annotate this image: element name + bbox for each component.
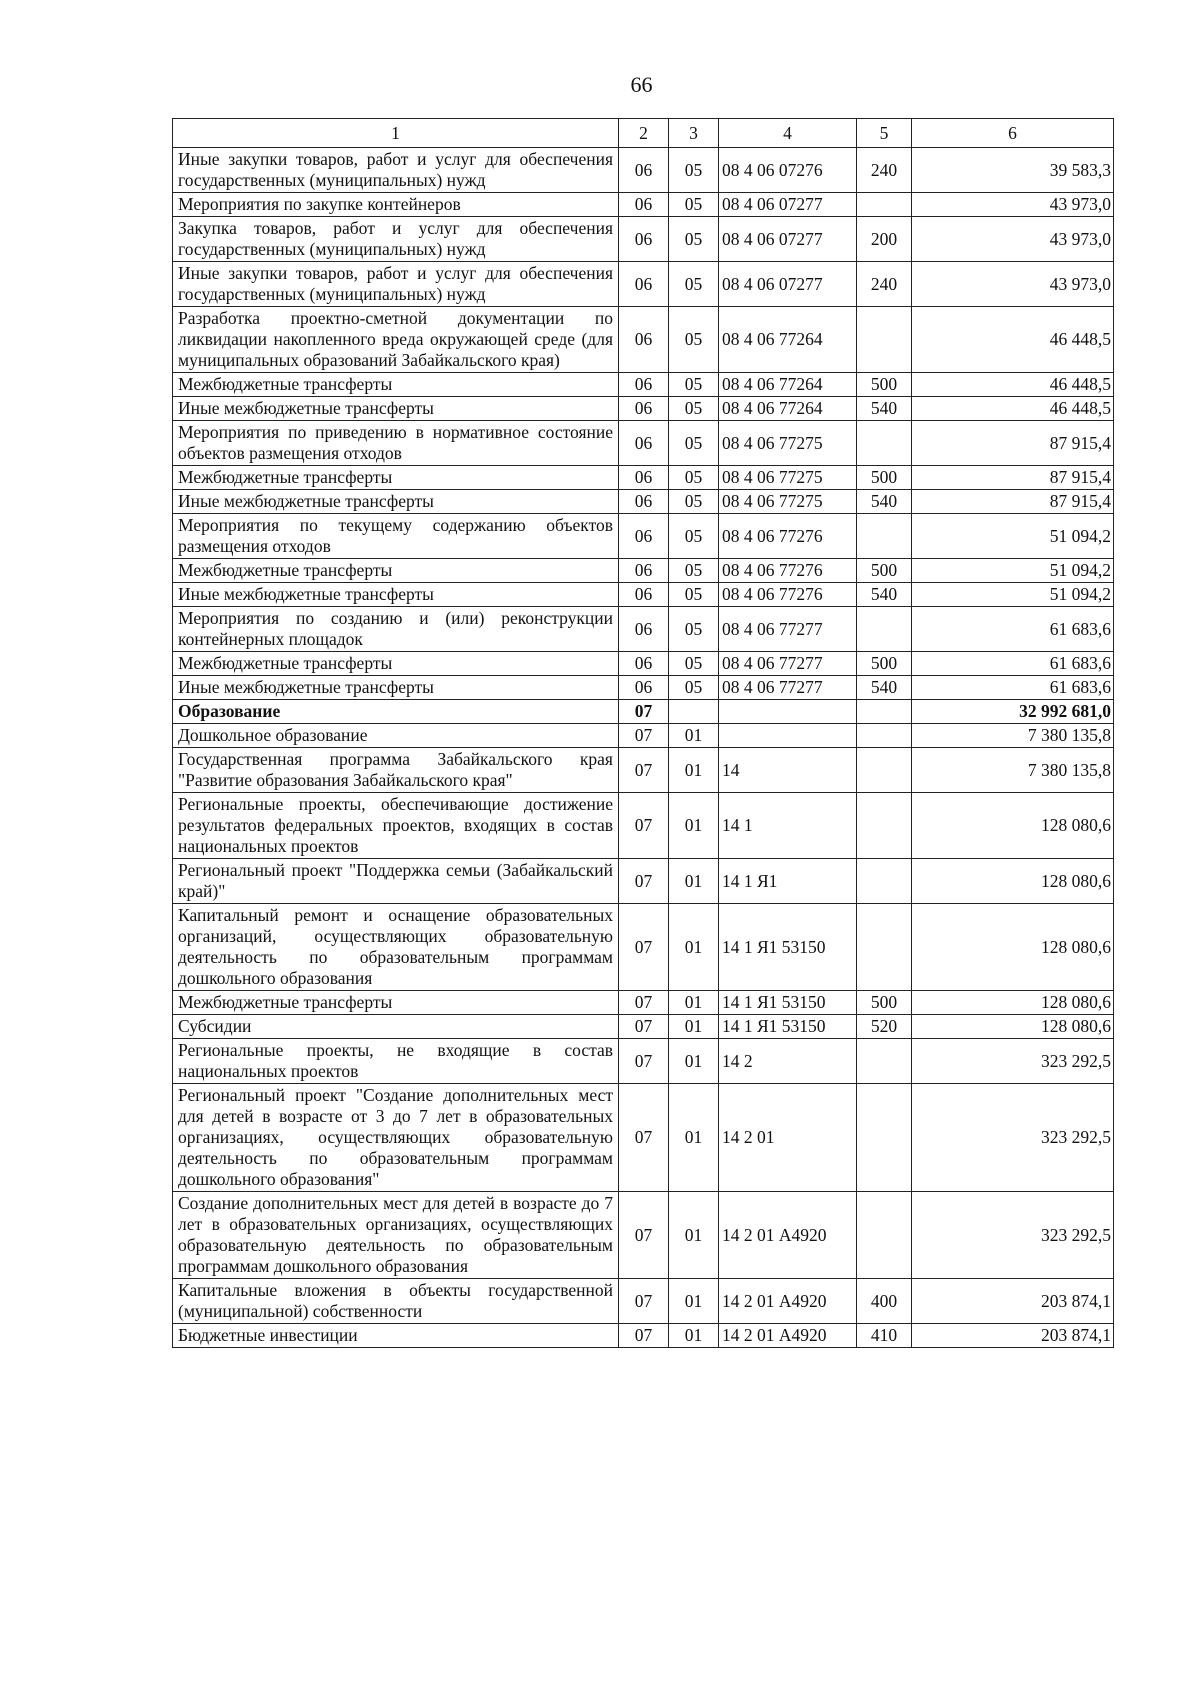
row-target-code: 08 4 06 07277	[719, 262, 857, 307]
row-name: Капитальный ремонт и оснащение образовательных организаций, осуществляющих образовательную деятельность по образовательным программам дошкольного образования	[173, 904, 619, 991]
row-expense-type: 240	[857, 262, 912, 307]
row-section: 06	[619, 373, 669, 397]
row-expense-type: 500	[857, 991, 912, 1015]
row-section: 06	[619, 583, 669, 607]
row-name: Субсидии	[173, 1015, 619, 1039]
row-name: Иные закупки товаров, работ и услуг для обеспечения государственных (муниципальных) нужд	[173, 262, 619, 307]
row-subsection: 01	[669, 991, 719, 1015]
row-name: Межбюджетные трансферты	[173, 559, 619, 583]
row-target-code: 14 2 01 А4920	[719, 1279, 857, 1324]
row-section: 06	[619, 607, 669, 652]
table-row	[173, 583, 1114, 607]
row-subsection: 05	[669, 514, 719, 559]
row-subsection: 05	[669, 373, 719, 397]
row-section: 06	[619, 262, 669, 307]
table-row	[173, 514, 1114, 559]
table-row	[173, 748, 1114, 793]
row-subsection: 05	[669, 652, 719, 676]
row-amount: 128 080,6	[912, 991, 1114, 1015]
row-expense-type	[857, 514, 912, 559]
row-target-code: 08 4 06 77275	[719, 490, 857, 514]
row-amount: 87 915,4	[912, 421, 1114, 466]
row-expense-type	[857, 307, 912, 373]
row-amount: 128 080,6	[912, 859, 1114, 904]
table-row	[173, 1192, 1114, 1279]
table-row	[173, 1015, 1114, 1039]
row-amount: 43 973,0	[912, 262, 1114, 307]
page-number: 66	[630, 72, 653, 97]
row-name: Мероприятия по созданию и (или) реконструкции контейнерных площадок	[173, 607, 619, 652]
row-section: 07	[619, 700, 669, 724]
row-name: Капитальные вложения в объекты государственной (муниципальной) собственности	[173, 1279, 619, 1324]
row-expense-type	[857, 748, 912, 793]
row-name: Региональные проекты, не входящие в состав национальных проектов	[173, 1039, 619, 1084]
row-name: Создание дополнительных мест для детей в возрасте до 7 лет в образовательных организациях, осуществляющих образовательную деятельность по образовательным программам дошкольного образования	[173, 1192, 619, 1279]
row-target-code: 14 2 01 А4920	[719, 1192, 857, 1279]
row-name: Иные межбюджетные трансферты	[173, 676, 619, 700]
row-name: Иные закупки товаров, работ и услуг для обеспечения государственных (муниципальных) нужд	[173, 148, 619, 193]
row-section: 07	[619, 724, 669, 748]
row-name: Региональные проекты, обеспечивающие достижение результатов федеральных проектов, входящих в состав национальных проектов	[173, 793, 619, 859]
row-section: 06	[619, 490, 669, 514]
row-section: 06	[619, 676, 669, 700]
row-subsection: 05	[669, 466, 719, 490]
table-row	[173, 307, 1114, 373]
row-expense-type	[857, 904, 912, 991]
row-subsection: 05	[669, 676, 719, 700]
row-expense-type	[857, 859, 912, 904]
header-col-6: 6	[912, 119, 1114, 148]
row-expense-type	[857, 1039, 912, 1084]
row-expense-type	[857, 607, 912, 652]
row-amount: 51 094,2	[912, 514, 1114, 559]
header-row	[173, 119, 1114, 148]
row-subsection	[669, 700, 719, 724]
row-subsection: 01	[669, 1039, 719, 1084]
table-row	[173, 373, 1114, 397]
row-expense-type: 540	[857, 583, 912, 607]
row-name: Закупка товаров, работ и услуг для обеспечения государственных (муниципальных) нужд	[173, 217, 619, 262]
table-row	[173, 904, 1114, 991]
row-expense-type	[857, 421, 912, 466]
row-section: 07	[619, 1015, 669, 1039]
row-expense-type: 540	[857, 397, 912, 421]
row-subsection: 05	[669, 490, 719, 514]
table-row	[173, 652, 1114, 676]
table-row	[173, 397, 1114, 421]
header-col-3: 3	[669, 119, 719, 148]
table-row	[173, 1039, 1114, 1084]
row-subsection: 01	[669, 1192, 719, 1279]
row-name: Межбюджетные трансферты	[173, 652, 619, 676]
row-amount: 32 992 681,0	[912, 700, 1114, 724]
row-expense-type: 500	[857, 373, 912, 397]
row-expense-type: 500	[857, 466, 912, 490]
table-row	[173, 193, 1114, 217]
row-expense-type: 520	[857, 1015, 912, 1039]
row-name: Дошкольное образование	[173, 724, 619, 748]
row-target-code: 14 1 Я1	[719, 859, 857, 904]
row-section: 07	[619, 1324, 669, 1348]
header-col-5: 5	[857, 119, 912, 148]
row-expense-type	[857, 193, 912, 217]
row-expense-type	[857, 1192, 912, 1279]
table-row	[173, 1084, 1114, 1192]
row-name: Разработка проектно-сметной документации по ликвидации накопленного вреда окружающей среде (для муниципальных образований Забайкальского края)	[173, 307, 619, 373]
row-amount: 323 292,5	[912, 1192, 1114, 1279]
row-subsection: 05	[669, 193, 719, 217]
row-amount: 128 080,6	[912, 904, 1114, 991]
row-name: Мероприятия по закупке контейнеров	[173, 193, 619, 217]
row-target-code: 08 4 06 07276	[719, 148, 857, 193]
row-subsection: 01	[669, 793, 719, 859]
row-section: 07	[619, 859, 669, 904]
row-subsection: 01	[669, 859, 719, 904]
row-name: Региональный проект "Создание дополнительных мест для детей в возрасте от 3 до 7 лет в образовательных организациях, осуществляющих образовательную деятельность по образовательным программам дошкольного образования"	[173, 1084, 619, 1192]
row-subsection: 05	[669, 217, 719, 262]
row-expense-type: 410	[857, 1324, 912, 1348]
row-target-code: 08 4 06 77264	[719, 307, 857, 373]
row-expense-type: 240	[857, 148, 912, 193]
row-target-code: 14 2 01	[719, 1084, 857, 1192]
row-expense-type: 400	[857, 1279, 912, 1324]
row-name: Мероприятия по текущему содержанию объектов размещения отходов	[173, 514, 619, 559]
row-target-code: 08 4 06 77277	[719, 607, 857, 652]
row-target-code: 08 4 06 77275	[719, 466, 857, 490]
row-expense-type	[857, 1084, 912, 1192]
row-section: 06	[619, 466, 669, 490]
row-name: Иные межбюджетные трансферты	[173, 583, 619, 607]
row-amount: 61 683,6	[912, 607, 1114, 652]
row-subsection: 05	[669, 583, 719, 607]
table-row	[173, 1279, 1114, 1324]
row-target-code: 08 4 06 77276	[719, 559, 857, 583]
header-col-2: 2	[619, 119, 669, 148]
row-target-code: 08 4 06 77277	[719, 652, 857, 676]
row-target-code: 08 4 06 77276	[719, 583, 857, 607]
row-subsection: 01	[669, 1279, 719, 1324]
row-amount: 7 380 135,8	[912, 724, 1114, 748]
table-row	[173, 793, 1114, 859]
row-amount: 39 583,3	[912, 148, 1114, 193]
row-expense-type	[857, 724, 912, 748]
table-row	[173, 490, 1114, 514]
row-target-code: 14 1 Я1 53150	[719, 1015, 857, 1039]
row-target-code: 14	[719, 748, 857, 793]
row-name: Межбюджетные трансферты	[173, 466, 619, 490]
row-subsection: 01	[669, 1324, 719, 1348]
row-amount: 61 683,6	[912, 676, 1114, 700]
row-subsection: 05	[669, 559, 719, 583]
row-section: 06	[619, 148, 669, 193]
row-subsection: 01	[669, 904, 719, 991]
table-row	[173, 1324, 1114, 1348]
row-amount: 7 380 135,8	[912, 748, 1114, 793]
row-amount: 46 448,5	[912, 373, 1114, 397]
row-subsection: 05	[669, 607, 719, 652]
row-amount: 46 448,5	[912, 397, 1114, 421]
row-expense-type: 540	[857, 676, 912, 700]
row-target-code: 14 2	[719, 1039, 857, 1084]
row-target-code	[719, 724, 857, 748]
row-subsection: 05	[669, 307, 719, 373]
table-row	[173, 559, 1114, 583]
table-row	[173, 724, 1114, 748]
row-name: Бюджетные инвестиции	[173, 1324, 619, 1348]
row-section: 07	[619, 1279, 669, 1324]
row-amount: 43 973,0	[912, 193, 1114, 217]
row-expense-type: 200	[857, 217, 912, 262]
row-section: 06	[619, 514, 669, 559]
row-name: Межбюджетные трансферты	[173, 373, 619, 397]
row-expense-type: 500	[857, 559, 912, 583]
row-amount: 61 683,6	[912, 652, 1114, 676]
table-row	[173, 859, 1114, 904]
row-expense-type: 540	[857, 490, 912, 514]
row-name: Мероприятия по приведению в нормативное состояние объектов размещения отходов	[173, 421, 619, 466]
header-col-1: 1	[173, 119, 619, 148]
row-subsection: 05	[669, 421, 719, 466]
row-subsection: 01	[669, 1084, 719, 1192]
row-target-code: 08 4 06 07277	[719, 193, 857, 217]
row-subsection: 05	[669, 397, 719, 421]
row-target-code: 14 1 Я1 53150	[719, 904, 857, 991]
table-row	[173, 148, 1114, 193]
row-amount: 128 080,6	[912, 1015, 1114, 1039]
row-amount: 87 915,4	[912, 466, 1114, 490]
row-section: 07	[619, 793, 669, 859]
row-subsection: 01	[669, 724, 719, 748]
row-amount: 323 292,5	[912, 1084, 1114, 1192]
row-amount: 87 915,4	[912, 490, 1114, 514]
row-name: Иные межбюджетные трансферты	[173, 397, 619, 421]
row-expense-type	[857, 700, 912, 724]
row-section: 07	[619, 904, 669, 991]
table-row	[173, 262, 1114, 307]
row-amount: 46 448,5	[912, 307, 1114, 373]
table-row	[173, 676, 1114, 700]
row-amount: 203 874,1	[912, 1324, 1114, 1348]
table-row	[173, 607, 1114, 652]
row-amount: 323 292,5	[912, 1039, 1114, 1084]
table-row	[173, 217, 1114, 262]
row-target-code: 14 2 01 А4920	[719, 1324, 857, 1348]
row-section: 06	[619, 421, 669, 466]
table-row	[173, 700, 1114, 724]
row-section: 06	[619, 307, 669, 373]
row-section: 06	[619, 217, 669, 262]
row-target-code: 08 4 06 77276	[719, 514, 857, 559]
row-section: 07	[619, 1039, 669, 1084]
budget-table	[172, 118, 1114, 1348]
row-section: 06	[619, 397, 669, 421]
row-subsection: 01	[669, 1015, 719, 1039]
row-amount: 51 094,2	[912, 583, 1114, 607]
row-amount: 203 874,1	[912, 1279, 1114, 1324]
row-target-code: 08 4 06 77264	[719, 373, 857, 397]
row-expense-type	[857, 793, 912, 859]
row-amount: 128 080,6	[912, 793, 1114, 859]
row-name: Иные межбюджетные трансферты	[173, 490, 619, 514]
row-section: 07	[619, 991, 669, 1015]
row-subsection: 05	[669, 262, 719, 307]
row-target-code: 14 1 Я1 53150	[719, 991, 857, 1015]
row-section: 06	[619, 559, 669, 583]
table-body	[173, 148, 1114, 1348]
row-name: Межбюджетные трансферты	[173, 991, 619, 1015]
row-amount: 51 094,2	[912, 559, 1114, 583]
row-name: Образование	[173, 700, 619, 724]
row-section: 07	[619, 748, 669, 793]
row-section: 06	[619, 193, 669, 217]
row-target-code: 08 4 06 77275	[719, 421, 857, 466]
row-amount: 43 973,0	[912, 217, 1114, 262]
header-col-4: 4	[719, 119, 857, 148]
row-target-code	[719, 700, 857, 724]
table-row	[173, 466, 1114, 490]
row-section: 06	[619, 652, 669, 676]
row-name: Государственная программа Забайкальского края "Развитие образования Забайкальского края"	[173, 748, 619, 793]
row-target-code: 08 4 06 07277	[719, 217, 857, 262]
row-subsection: 01	[669, 748, 719, 793]
table-row	[173, 991, 1114, 1015]
row-name: Региональный проект "Поддержка семьи (Забайкальский край)"	[173, 859, 619, 904]
row-target-code: 14 1	[719, 793, 857, 859]
row-target-code: 08 4 06 77277	[719, 676, 857, 700]
row-subsection: 05	[669, 148, 719, 193]
row-target-code: 08 4 06 77264	[719, 397, 857, 421]
row-expense-type: 500	[857, 652, 912, 676]
table-row	[173, 421, 1114, 466]
row-section: 07	[619, 1084, 669, 1192]
row-section: 07	[619, 1192, 669, 1279]
